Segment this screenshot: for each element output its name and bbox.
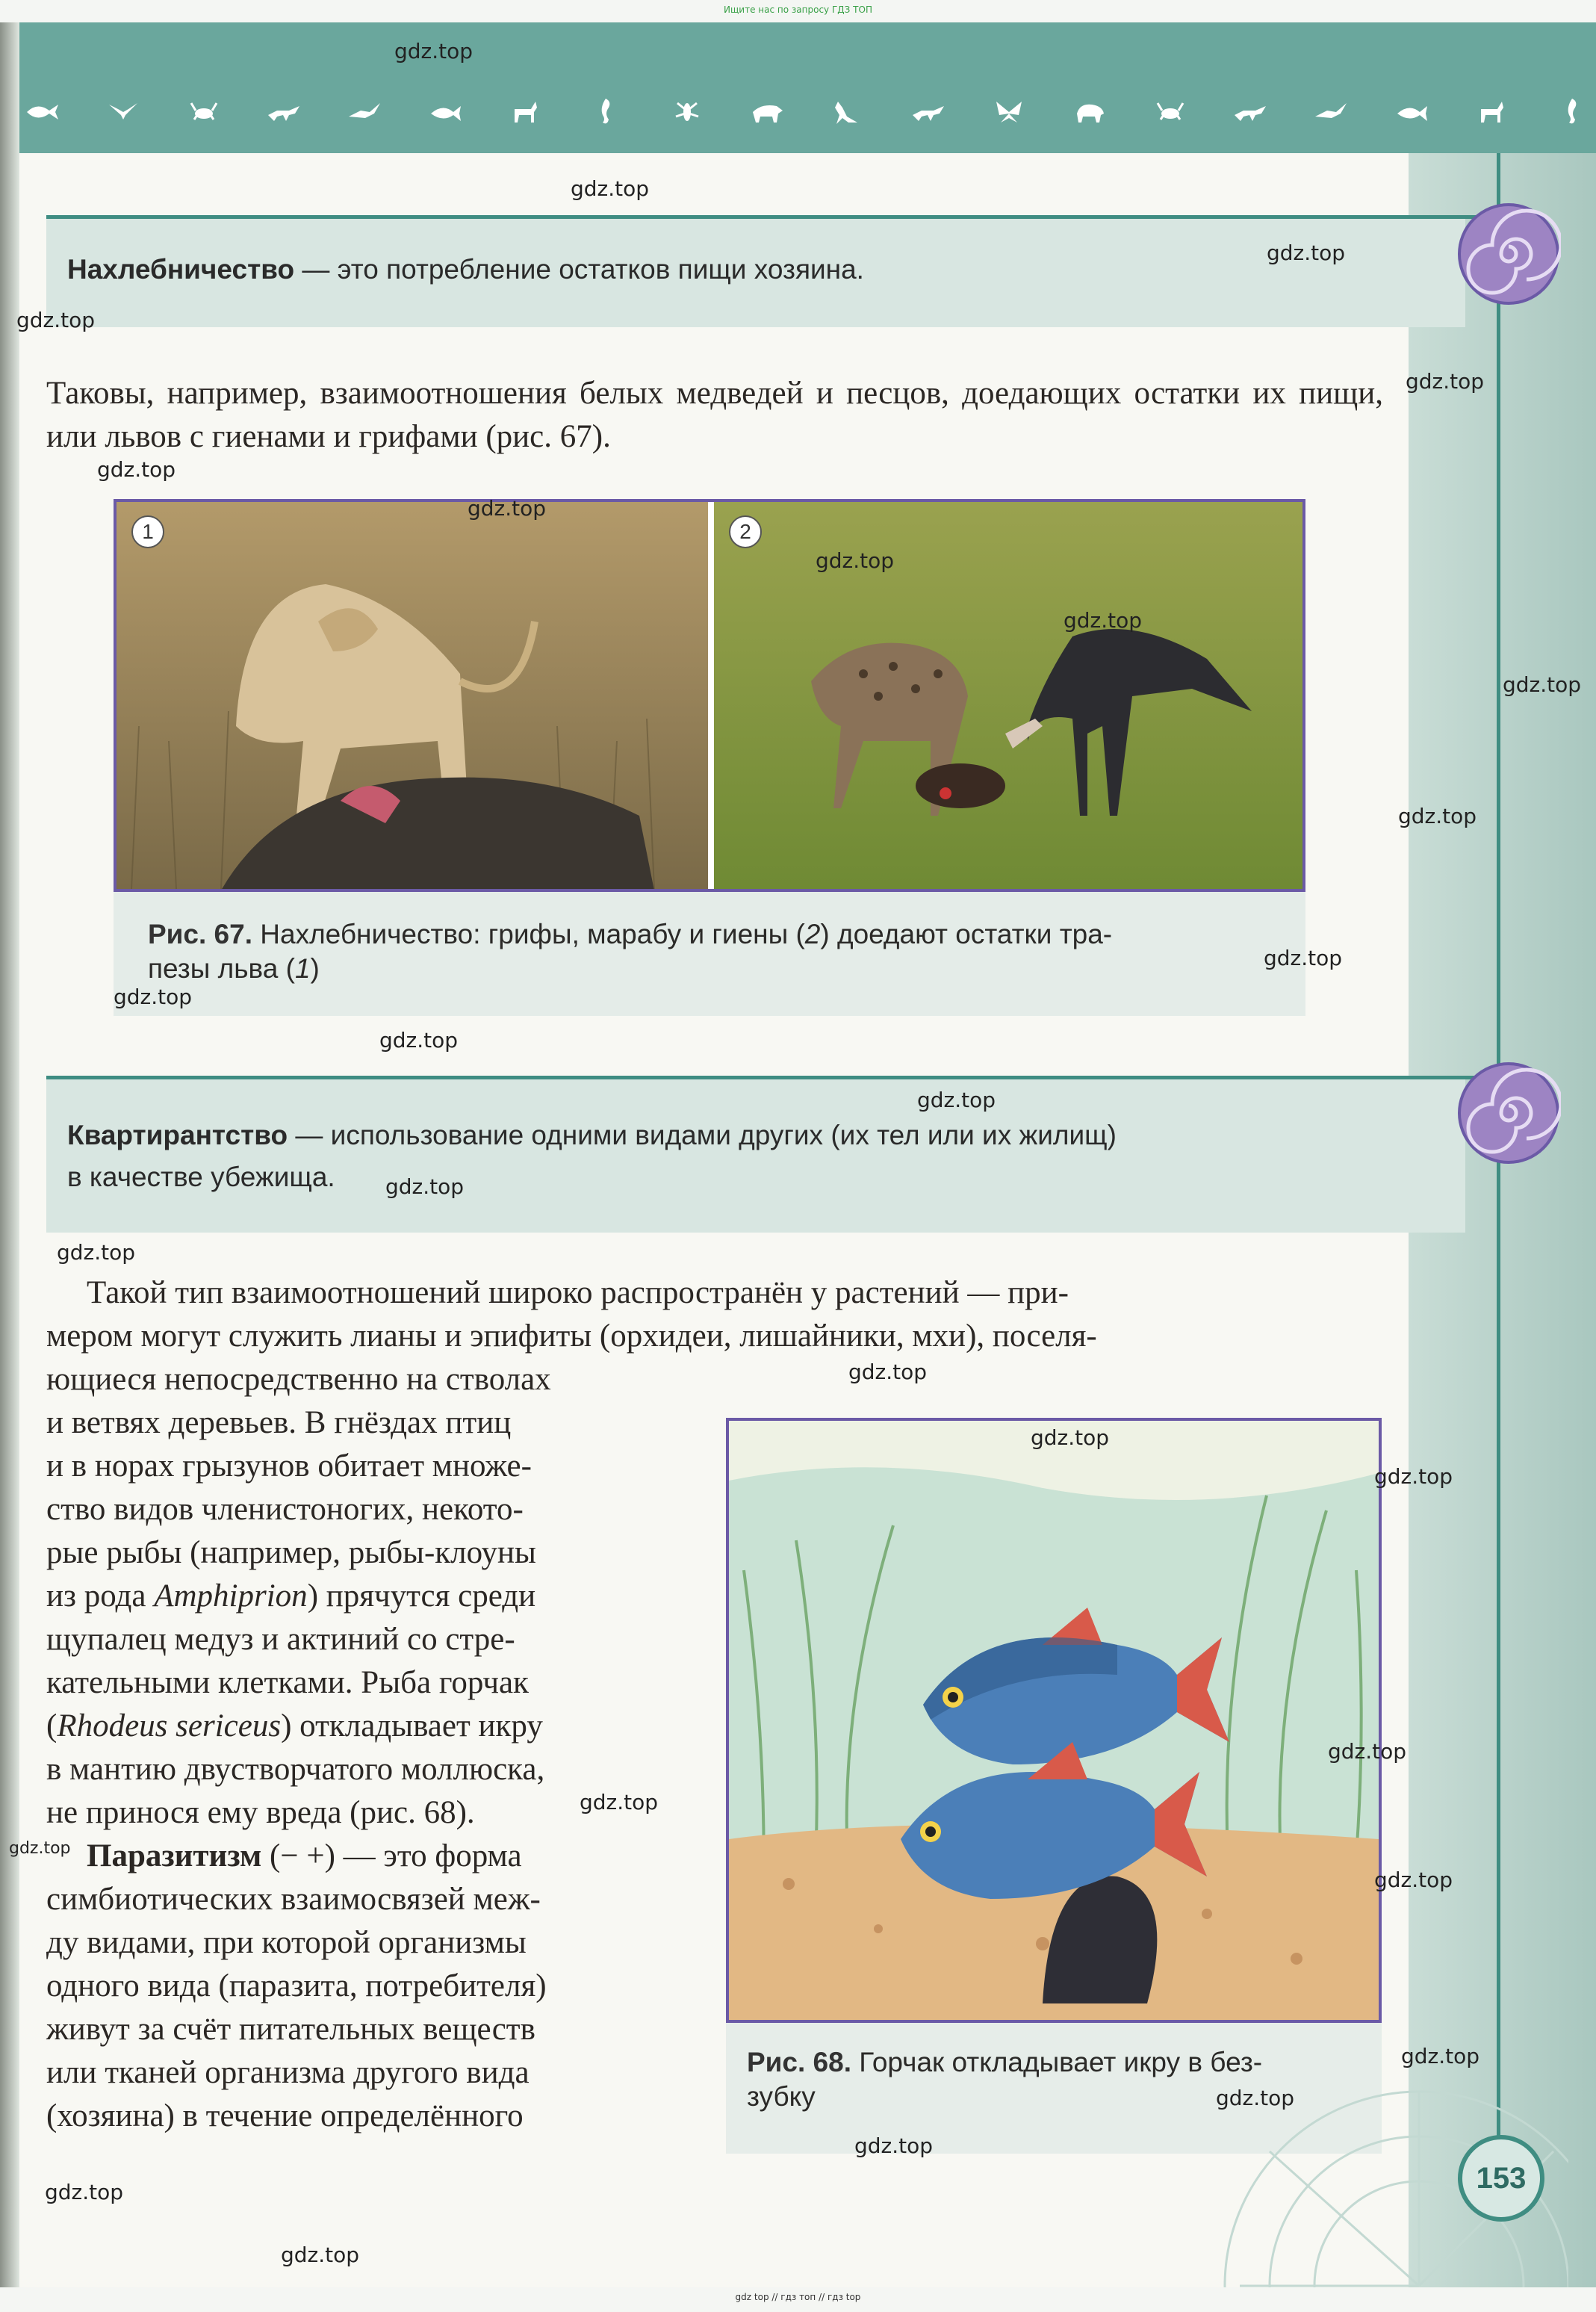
text-line: не принося ему вреда (рис. 68). — [46, 1795, 475, 1830]
fish-icon — [25, 97, 60, 127]
text-line: или тканей организма другого вида — [46, 2055, 530, 2090]
watermark: gdz.top — [854, 2133, 934, 2158]
text-line — [46, 1705, 674, 1748]
caption-number: 2 — [804, 919, 821, 949]
lizard-icon — [267, 97, 301, 127]
species-rhodeus: Rhodeus sericeus — [57, 1708, 282, 1744]
caption-number: 1 — [294, 953, 311, 984]
watermark: gdz.top — [848, 1360, 928, 1384]
watermark: gdz.top — [917, 1088, 996, 1112]
caption-text: Нахлебничество: грифы, марабу и гиены ( — [252, 919, 805, 949]
bison-icon — [1072, 97, 1107, 127]
watermark: gdz.top — [57, 1240, 136, 1265]
watermark: gdz.top — [1398, 804, 1477, 828]
paragraph-1: Таковы, например, взаимоотношения белых медведей и песцов, доедающих остатки их пищи, или львов с гиенами и грифами (рис. 67). — [46, 376, 1383, 454]
text-line: живут за счёт питательных веществ — [46, 2012, 535, 2047]
watermark: gdz.top — [97, 457, 176, 482]
crab-icon — [1153, 97, 1187, 127]
fish-icon — [1394, 97, 1429, 127]
figure-67-photos — [114, 499, 1305, 892]
figure-67-caption-box — [114, 892, 1305, 1016]
kangaroo-icon — [830, 97, 865, 127]
text-line: и в норах грызунов обитает множе- — [46, 1448, 532, 1484]
text-line: в мантию двустворчатого моллюска, — [46, 1752, 545, 1787]
spiral-shell-icon — [1456, 1061, 1561, 1165]
figure-67-label: Рис. 67. — [148, 919, 252, 949]
bottom-ad-text[interactable]: gdz top // гдз топ // гдз top — [735, 2292, 861, 2302]
watermark: gdz.top — [16, 308, 96, 332]
text-line: (хозяина) в течение определённого — [46, 2098, 524, 2133]
definition-box-2 — [46, 1076, 1465, 1233]
text-line: симбиотических взаимосвязей меж- — [46, 1882, 541, 1917]
text-line: ство видов членистоногих, некото- — [46, 1492, 524, 1527]
watermark: gdz.top — [45, 2180, 124, 2204]
page-number: 153 — [1458, 2135, 1544, 2222]
watermark: gdz.top — [1064, 608, 1143, 633]
watermark: gdz.top — [394, 39, 473, 63]
definition-rest: — использование одними видами других (их тел или их жилищ) — [288, 1120, 1117, 1150]
paragraph-2-column — [46, 1358, 674, 2138]
watermark: gdz.top — [580, 1790, 659, 1814]
caption-text: Горчак откладывает икру в без- — [851, 2047, 1263, 2077]
caption-text: ) — [310, 953, 320, 984]
text-fragment: ( — [46, 1708, 58, 1744]
watermark: gdz.top — [379, 1028, 459, 1053]
watermark: gdz.top — [816, 548, 895, 573]
watermark: gdz.top — [468, 496, 547, 521]
butterfly-icon — [992, 97, 1026, 127]
watermark: gdz.top — [1267, 241, 1346, 265]
watermark: gdz.top — [1374, 1868, 1453, 1892]
antelope-icon — [1475, 97, 1509, 127]
text-line — [46, 1575, 674, 1618]
watermark: gdz.top — [1264, 946, 1343, 970]
term-nakhlebnichestvo: Нахлебничество — [67, 254, 295, 285]
watermark: gdz.top — [385, 1174, 465, 1199]
top-ad-text[interactable]: Ищите нас по запросу ГДЗ ТОП — [724, 4, 872, 15]
bird-icon — [106, 97, 140, 127]
watermark: gdz.top — [281, 2243, 360, 2267]
watermark: gdz.top — [1328, 1739, 1407, 1764]
term-kvartirantstvo: Квартирантство — [67, 1120, 288, 1150]
definition-text — [67, 254, 864, 285]
paragraph-2 — [46, 1271, 1383, 1358]
text-line: рые рыбы (например, рыбы-клоуны — [46, 1535, 536, 1570]
hyena-marabou-photo — [714, 502, 1302, 889]
genus-amphiprion: Amphiprion — [154, 1578, 308, 1614]
text-fragment: ) прячутся среди — [307, 1578, 536, 1614]
definition-rest: в качестве убежища. — [67, 1162, 335, 1192]
definition-rest: — это потребление остатков пищи хозяина. — [294, 254, 864, 285]
figure-68-illustration — [726, 1418, 1382, 2023]
bird-icon — [347, 97, 382, 127]
fish-icon — [428, 97, 462, 127]
crab-icon — [187, 97, 221, 127]
text-line: ду видами, при которой организмы — [46, 1925, 527, 1960]
text-line: кательными клетками. Рыба горчак — [46, 1665, 529, 1700]
seahorse-icon — [589, 97, 624, 127]
watermark: gdz.top — [1503, 672, 1582, 697]
bitterling-drawing — [729, 1421, 1379, 2020]
caption-text: ) доедают остатки тра- — [820, 919, 1113, 949]
lizard-icon — [1233, 97, 1267, 127]
text-fragment: ) откладывает икру — [281, 1708, 543, 1744]
text-line: ющиеся непосредственно на стволах — [46, 1362, 551, 1397]
spiral-shell-icon — [1456, 202, 1561, 306]
figure-67-caption — [148, 917, 1298, 986]
animal-strip — [19, 88, 1596, 136]
watermark: gdz.top — [114, 985, 193, 1009]
lion-photo — [117, 502, 708, 889]
text-line: Такой тип взаимоотношений широко распространён у растений — при- — [87, 1275, 1069, 1310]
caption-text: зубку — [747, 2081, 816, 2112]
term-parasitism: Паразитизм — [87, 1838, 262, 1874]
watermark: gdz.top — [9, 1839, 71, 1858]
text-line — [46, 1835, 674, 1878]
definition-rule — [46, 215, 1503, 219]
page-gutter — [0, 22, 19, 2312]
figure-68-label: Рис. 68. — [747, 2047, 851, 2077]
figure-badge-1: 1 — [131, 515, 164, 548]
text-fragment: (− +) — это форма — [261, 1838, 522, 1874]
watermark: gdz.top — [571, 176, 650, 201]
text-line: одного вида (паразита, потребителя) — [46, 1968, 547, 2003]
definition-box-1 — [46, 215, 1465, 327]
watermark: gdz.top — [1406, 369, 1485, 394]
text-fragment: из рода — [46, 1578, 155, 1614]
seahorse-icon — [1556, 97, 1590, 127]
watermark: gdz.top — [1401, 2044, 1480, 2068]
boar-icon — [750, 97, 784, 127]
bird-icon — [1314, 97, 1348, 127]
watermark: gdz.top — [1216, 2086, 1295, 2110]
insect-icon — [670, 97, 704, 127]
figure-badge-2: 2 — [729, 515, 762, 548]
text-line: мером могут служить лианы и эпифиты (орхидеи, лишайники, мхи), поселя- — [46, 1318, 1097, 1354]
caption-text: пезы льва ( — [148, 953, 295, 984]
lizard-icon — [911, 97, 946, 127]
watermark: gdz.top — [1374, 1464, 1453, 1489]
watermark: gdz.top — [1031, 1425, 1110, 1450]
antelope-icon — [509, 97, 543, 127]
definition-text — [67, 1115, 1117, 1198]
text-line: щупалец медуз и актиний со стре- — [46, 1622, 515, 1657]
definition-rule — [46, 1076, 1503, 1079]
text-line: и ветвях деревьев. В гнёздах птиц — [46, 1405, 512, 1440]
